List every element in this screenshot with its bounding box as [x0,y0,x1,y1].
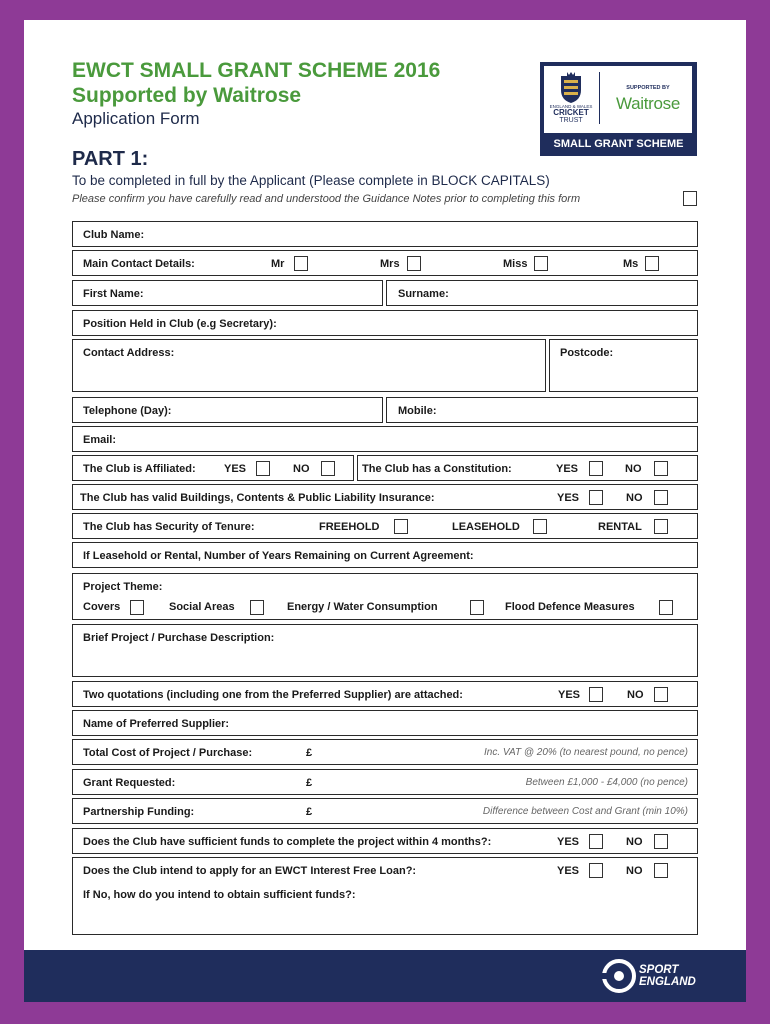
constitution-yes-checkbox[interactable] [589,461,603,476]
if-no-funds-label: If No, how do you intend to obtain sufficient funds?: [83,889,356,901]
grant-requested-note: Between £1,000 - £4,000 (no pence) [525,777,688,788]
leasehold-checkbox[interactable] [533,519,547,534]
miss-label: Miss [503,258,528,270]
postcode-label: Postcode: [560,347,614,359]
constitution-no-checkbox[interactable] [654,461,668,476]
theme-covers-checkbox[interactable] [130,600,144,615]
grant-requested-field[interactable] [72,769,698,795]
sport-england-logo-icon [602,959,636,993]
part-heading: PART 1: [72,148,149,170]
quotations-no-label: NO [627,689,644,701]
theme-covers-label: Covers [83,601,121,613]
club-name-field[interactable] [72,221,698,247]
logo-band-label: SMALL GRANT SCHEME [553,138,684,150]
quotations-label: Two quotations (including one from the Preferred Supplier) are attached: [83,689,463,701]
postcode-field[interactable] [549,339,698,392]
theme-social-label: Social Areas [169,601,235,613]
mrs-checkbox[interactable] [407,256,421,271]
constitution-no-label: NO [625,463,642,475]
project-theme-label: Project Theme: [83,581,163,593]
club-name-label: Club Name: [83,229,145,241]
total-cost-field[interactable] [72,739,698,765]
contact-address-field[interactable] [72,339,546,392]
sport-text: SPORT [639,964,679,976]
constitution-row [357,455,698,481]
interest-free-loan-yes-checkbox[interactable] [589,863,603,878]
preferred-supplier-label: Name of Preferred Supplier: [83,718,230,730]
affiliated-no-label: NO [293,463,310,475]
brief-description-label: Brief Project / Purchase Description: [83,632,275,644]
rental-checkbox[interactable] [654,519,668,534]
interest-free-loan-yes-label: YES [557,865,580,877]
insurance-yes-label: YES [557,492,580,504]
application-form-label: Application Form [72,109,200,128]
partnership-funding-pound: £ [306,806,313,818]
interest-free-loan-no-label: NO [626,865,643,877]
quotations-yes-checkbox[interactable] [589,687,603,702]
instruction-text: To be completed in full by the Applicant (Please complete in BLOCK CAPITALS) [72,173,550,188]
footer-band [24,950,746,1002]
leasehold-label: LEASEHOLD [452,521,520,533]
logo-supported-by: SUPPORTED BY [626,85,670,91]
freehold-checkbox[interactable] [394,519,408,534]
insurance-row [72,484,698,510]
constitution-yes-label: YES [556,463,579,475]
brief-description-field[interactable] [72,624,698,677]
total-cost-note: Inc. VAT @ 20% (to nearest pound, no pence) [484,747,688,758]
theme-energy-label: Energy / Water Consumption [287,601,438,613]
insurance-label: The Club has valid Buildings, Contents & Public Liability Insurance: [80,492,435,504]
logo-small-text: ENGLAND & WALES [549,104,593,109]
quotations-row [72,681,698,707]
logo-divider [599,72,600,124]
telephone-field[interactable] [72,397,383,423]
quotations-yes-label: YES [558,689,581,701]
sufficient-funds-no-label: NO [626,836,643,848]
rental-label: RENTAL [598,521,642,533]
partnership-funding-note: Difference between Cost and Grant (min 10%) [482,806,688,817]
mobile-field[interactable] [386,397,698,423]
tenure-row [72,513,698,539]
ms-label: Ms [623,258,639,270]
three-lions-crest-icon [558,72,584,104]
total-cost-label: Total Cost of Project / Purchase: [83,747,253,759]
waitrose-wordmark: Waitrose [615,94,681,113]
first-name-label: First Name: [83,288,144,300]
sufficient-funds-row [72,828,698,854]
sufficient-funds-yes-label: YES [557,836,580,848]
first-name-field[interactable] [72,280,383,306]
main-contact-label: Main Contact Details: [83,258,195,270]
england-text: ENGLAND [639,976,696,988]
insurance-yes-checkbox[interactable] [589,490,603,505]
theme-energy-checkbox[interactable] [470,600,484,615]
insurance-no-checkbox[interactable] [654,490,668,505]
affiliated-label: The Club is Affiliated: [83,463,196,475]
email-field[interactable] [72,426,698,452]
project-theme-row [72,573,698,620]
grant-requested-pound: £ [306,777,313,789]
email-label: Email: [83,434,117,446]
ms-checkbox[interactable] [645,256,659,271]
contact-address-label: Contact Address: [83,347,175,359]
sufficient-funds-yes-checkbox[interactable] [589,834,603,849]
interest-free-loan-label: Does the Club intend to apply for an EWCT Interest Free Loan?: [83,865,417,877]
tenure-label: The Club has Security of Tenure: [83,521,255,533]
mr-checkbox[interactable] [294,256,308,271]
sufficient-funds-label: Does the Club have sufficient funds to complete the project within 4 months?: [83,836,492,848]
affiliated-row [72,455,354,481]
interest-free-loan-row [72,857,698,935]
affiliated-no-checkbox[interactable] [321,461,335,476]
form-title: EWCT SMALL GRANT SCHEME 2016 [72,59,441,82]
confirm-guidance-checkbox[interactable] [683,191,697,206]
partnership-funding-field[interactable] [72,798,698,824]
sufficient-funds-no-checkbox[interactable] [654,834,668,849]
insurance-no-label: NO [626,492,643,504]
preferred-supplier-field[interactable] [72,710,698,736]
partnership-funding-label: Partnership Funding: [83,806,195,818]
position-field[interactable] [72,310,698,336]
logo-cricket-text: CRICKET [553,108,589,117]
application-form-page [24,20,746,1002]
main-contact-row [72,250,698,276]
mobile-label: Mobile: [398,405,437,417]
affiliated-yes-label: YES [224,463,247,475]
mr-label: Mr [271,258,285,270]
interest-free-loan-no-checkbox[interactable] [654,863,668,878]
grant-scheme-logo [540,62,697,156]
theme-flood-label: Flood Defence Measures [505,601,635,613]
surname-label: Surname: [398,288,449,300]
mrs-label: Mrs [380,258,400,270]
logo-trust-text: TRUST [559,117,583,124]
constitution-label: The Club has a Constitution: [362,463,512,475]
grant-requested-label: Grant Requested: [83,777,176,789]
form-subtitle-sponsor: Supported by Waitrose [72,84,302,107]
total-cost-pound: £ [306,747,313,759]
telephone-label: Telephone (Day): [83,405,172,417]
years-remaining-label: If Leasehold or Rental, Number of Years Remaining on Current Agreement: [83,550,474,562]
quotations-no-checkbox[interactable] [654,687,668,702]
position-label: Position Held in Club (e.g Secretary): [83,318,277,330]
surname-field[interactable] [386,280,698,306]
miss-checkbox[interactable] [534,256,548,271]
freehold-label: FREEHOLD [319,521,380,533]
affiliated-yes-checkbox[interactable] [256,461,270,476]
years-remaining-field[interactable] [72,542,698,568]
confirm-guidance-text: Please confirm you have carefully read and understood the Guidance Notes prior to completing this form [72,193,581,205]
theme-flood-checkbox[interactable] [659,600,673,615]
theme-social-checkbox[interactable] [250,600,264,615]
